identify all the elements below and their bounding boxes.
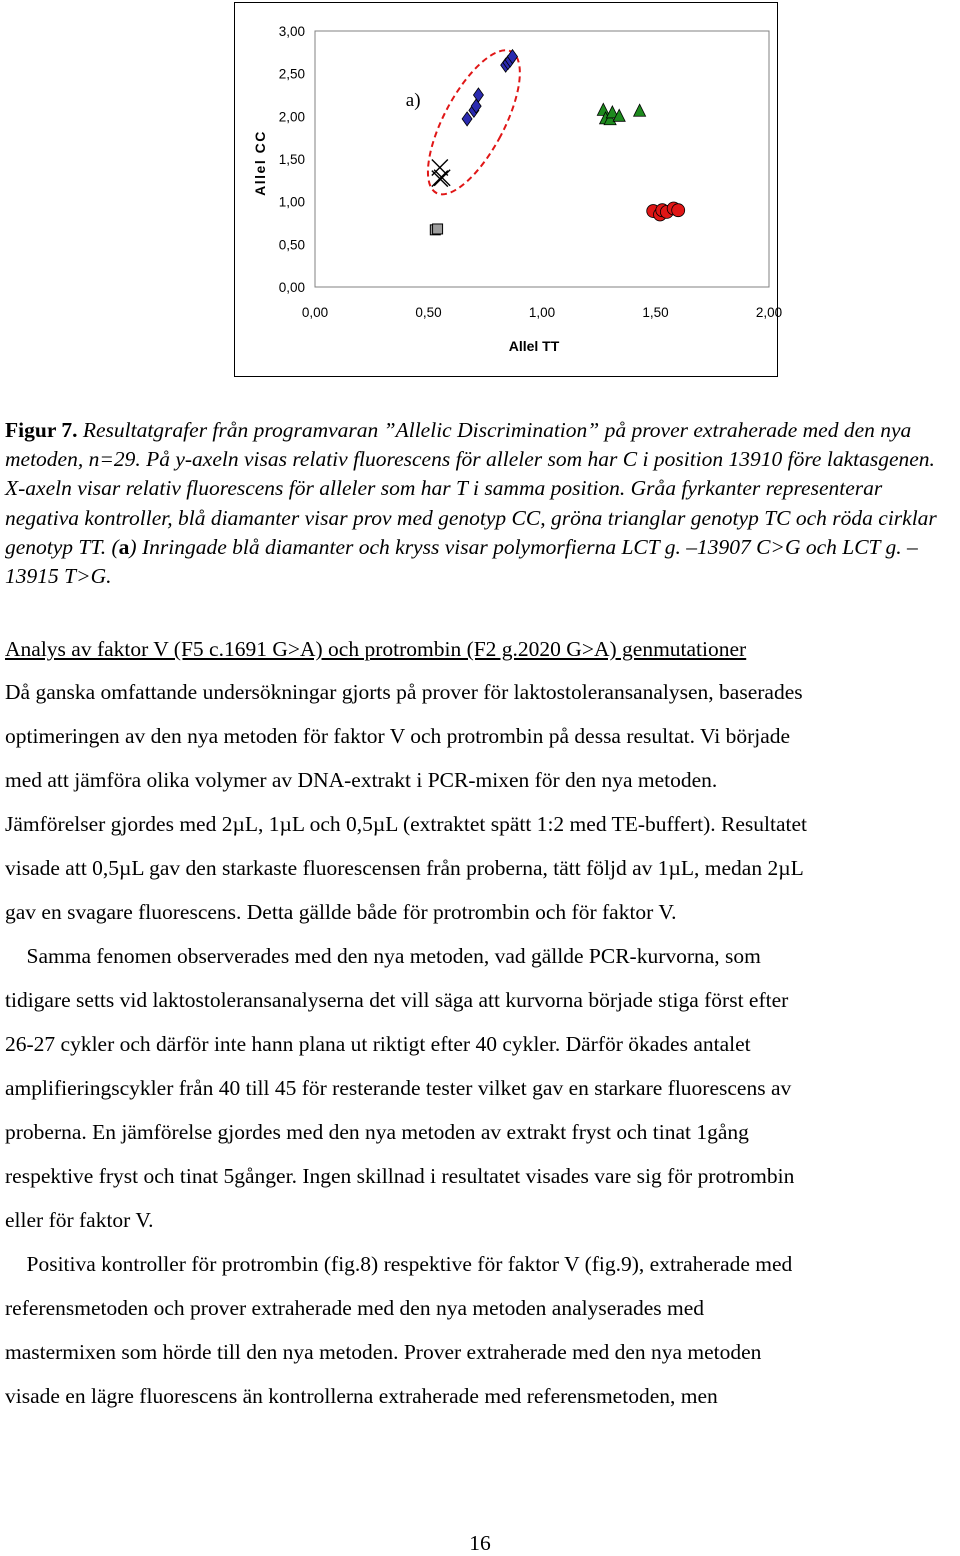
body-line: referensmetoden och prover extraherade med den nya metoden analyserades med [5,1296,705,1320]
y-tick-label: 2,50 [278,66,305,82]
y-axis-label: Allel CC [252,130,268,196]
genotype-cc-point [473,88,483,102]
allelic-discrimination-chart [234,2,783,377]
body-line: med att jämföra olika volymer av DNA-extrakt i PCR-mixen för den nya metoden. [5,768,718,792]
body-line: tidigare setts vid laktostoleransanalyserna det vill säga att kurvorna började stiga först efter [5,988,789,1012]
x-tick-label: 1,00 [528,305,556,320]
body-line: Då ganska omfattande undersökningar gjorts på prover för laktostoleransanalysen, baserades [5,680,803,704]
x-tick-label: 1,50 [642,305,669,320]
page-number: 16 [469,1531,491,1555]
section-heading: Analys av faktor V (F5 c.1691 G>A) och protrombin (F2 g.2020 G>A) genmutationer [5,637,747,661]
x-axis-label: Allel TT [508,338,560,354]
cross-point [432,171,448,187]
y-tick-label: 1,00 [278,194,305,210]
body-line: gav en svagare fluorescens. Detta gällde både för protrombin och för faktor V. [5,900,677,924]
body-line: Samma fenomen observerades med den nya metoden, vad gällde PCR-kurvorna, som [5,944,761,968]
body-line: Positiva kontroller för protrombin (fig.8) respektive för faktor V (fig.9), extraherade med [5,1252,793,1276]
body-line: mastermixen som hörde till den nya metoden. Prover extraherade med den nya metoden [5,1340,762,1364]
x-tick-label: 0,00 [301,305,329,320]
annotation-label: a) [405,90,421,112]
body-line: respektive fryst och tinat 5gånger. Ingen skillnad i resultatet visades vare sig för protrombin [5,1164,795,1188]
body-line: proberna. En jämförelse gjordes med den nya metoden av extrakt fryst och tinat 1gång [5,1120,749,1144]
y-tick-label: 3,00 [278,24,305,39]
cross-point [434,170,450,186]
caption-text-1: Resultatgrafer från programvaran ”Allelic Discrimination” på prover extraherade med den nya metoden, n=29. På y-axeln visas relativ fluorescens för alleler som har C i position 13910 före laktasgenen. X-axeln visar relativ fluorescens för alleler som har T i samma position. Gråa fyrkanter representerar negativa kontroller, blå diamanter visar prov med genotyp CC, gröna trianglar genotyp TC och röda cirklar genotyp TT. ( [5,418,937,559]
caption-text-2: ) Inringade blå diamanter och kryss visar polymorfierna LCT g. –13907 C>G och LCT g. –13915 T>G. [5,534,918,589]
body-line: Jämförelser gjordes med 2µL, 1µL och 0,5µL (extraktet spätt 1:2 med TE-buffert). Resultatet [5,812,807,836]
body-line: 26-27 cykler och därför inte hann plana ut riktigt efter 40 cykler. Därför ökades antalet [5,1032,751,1056]
plot-area [315,31,769,287]
y-tick-label: 1,50 [278,152,305,167]
y-tick-label: 0,50 [278,237,305,253]
negative-control-point [433,224,443,234]
genotype-tc-point [597,103,609,115]
y-tick-label: 2,00 [278,109,305,125]
genotype-tt-point [672,204,685,217]
figure-caption [5,416,955,591]
figure-label: Figur 7. [5,418,78,442]
genotype-cc-point [462,112,472,126]
body-line: visade en lägre fluorescens än kontrollerna extraherade med referensmetoden, men [5,1384,718,1408]
body-line: amplifieringscykler från 40 till 45 för resterande tester vilket gav en starkare fluorescens av [5,1076,792,1100]
y-tick-label: 0,00 [278,280,305,295]
body-line: optimeringen av den nya metoden för faktor V och protrombin på dessa resultat. Vi började [5,724,791,748]
body-line: visade att 0,5µL gav den starkaste fluorescensen från proberna, tätt följd av 1µL, medan 2µL [5,856,804,880]
body-line: eller för faktor V. [5,1208,154,1232]
scatter-plot-svg [235,3,783,376]
x-tick-label: 0,50 [415,305,442,320]
highlight-ellipse [410,38,538,207]
caption-bold-a: a [118,534,130,559]
x-tick-label: 2,00 [755,305,783,320]
genotype-tc-point [634,104,646,116]
